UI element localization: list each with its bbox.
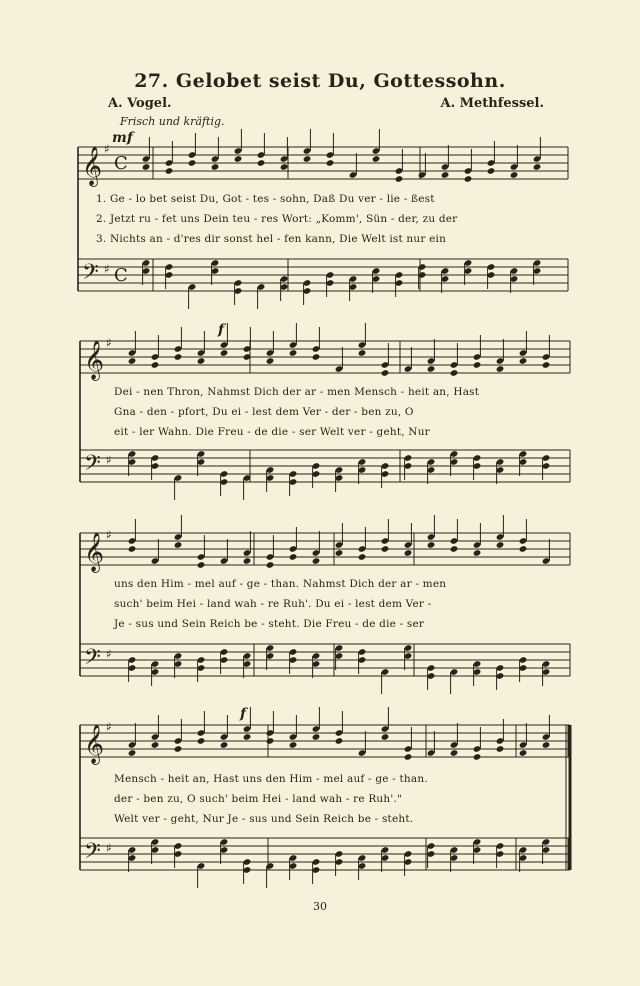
note-head xyxy=(519,545,528,553)
note-head xyxy=(496,365,505,373)
dynamic-mf: mf xyxy=(112,130,133,146)
note-head xyxy=(542,741,551,749)
bass-clef-icon: 𝄢 xyxy=(82,260,99,290)
note-head xyxy=(303,155,312,163)
lyric-s4-l1: Mensch - heit an, Hast uns den Him - mel auf - ge - than. xyxy=(114,773,428,785)
lyric-s4-l2: der - ben zu, O such' beim Hei - land wah - re Ruh'." xyxy=(114,793,403,805)
note-head xyxy=(312,557,321,565)
bass-clef-icon: 𝄢 xyxy=(84,839,101,869)
note-head xyxy=(128,545,137,553)
sharp-icon: ♯ xyxy=(104,262,110,276)
sharp-icon: ♯ xyxy=(104,142,110,156)
note-head xyxy=(427,365,436,373)
bass-clef-icon: 𝄢 xyxy=(84,451,101,481)
treble-clef-icon: 𝄞 xyxy=(84,340,105,380)
sharp-icon: ♯ xyxy=(106,841,112,855)
lyric-s3-l1: uns den Him - mel auf - ge - than. Nahmst Dich der ar - men xyxy=(114,578,447,590)
note-head xyxy=(473,361,482,369)
note-head xyxy=(381,545,390,553)
lyric-s1-l3: 3. Nichts an - d'res dir sonst hel - fen kann, Die Welt ist nur ein xyxy=(96,233,447,245)
dynamic-f-system-4: f xyxy=(240,706,247,722)
note-head xyxy=(197,737,206,745)
note-head xyxy=(266,737,275,745)
lyric-s3-l2: such' beim Hei - land wah - re Ruh'. Du ei - lest dem Ver - xyxy=(114,598,432,610)
note-head xyxy=(326,159,335,167)
note-head xyxy=(358,553,367,561)
note-head xyxy=(266,561,275,569)
note-head xyxy=(312,353,321,361)
note-head xyxy=(142,163,151,171)
note-head xyxy=(533,163,542,171)
note-head xyxy=(151,741,160,749)
lyric-s2-l2: Gna - den - pfort, Du ei - lest dem Ver - der - ben zu, O xyxy=(114,406,414,418)
note-head xyxy=(174,745,183,753)
note-head xyxy=(220,741,229,749)
note-head xyxy=(335,549,344,557)
note-head xyxy=(197,357,206,365)
note-head xyxy=(151,361,160,369)
note-head xyxy=(542,361,551,369)
note-head xyxy=(335,737,344,745)
note-head xyxy=(381,733,390,741)
lyric-s2-l1: Dei - nen Thron, Nahmst Dich der ar - men Mensch - heit an, Hast xyxy=(114,386,480,398)
note-head xyxy=(464,175,473,183)
sharp-icon: ♯ xyxy=(106,336,112,350)
common-time-icon: C xyxy=(114,153,128,174)
hymn-number: 27. xyxy=(134,70,169,92)
treble-clef-icon: 𝄞 xyxy=(84,532,105,572)
hymn-title-text: Gelobet seist Du, Gottessohn. xyxy=(175,70,506,92)
note-head xyxy=(473,753,482,761)
sharp-icon: ♯ xyxy=(106,453,112,467)
note-head xyxy=(450,369,459,377)
note-head xyxy=(243,557,252,565)
sharp-icon: ♯ xyxy=(106,647,112,661)
note-head xyxy=(211,163,220,171)
note-head xyxy=(234,155,243,163)
lyric-s1-l1: 1. Ge - lo bet seist Du, Got - tes - sohn, Daß Du ver - lie - ßest xyxy=(96,193,435,205)
note-head xyxy=(404,549,413,557)
note-head xyxy=(312,733,321,741)
note-head xyxy=(289,741,298,749)
page-number: 30 xyxy=(313,900,327,913)
lyric-s1-l2: 2. Jetzt ru - fet uns Dein teu - res Wort: „Komm', Sün - der, zu der xyxy=(96,213,458,225)
common-time-icon: C xyxy=(114,265,128,286)
dynamic-f-system-2: f xyxy=(218,322,225,338)
note-head xyxy=(128,357,137,365)
note-head xyxy=(289,553,298,561)
note-head xyxy=(174,353,183,361)
note-head xyxy=(496,745,505,753)
lyric-s2-l3: eit - ler Wahn. Die Freu - de die - ser Welt ver - geht, Nur xyxy=(114,426,430,438)
note-head xyxy=(487,167,496,175)
bass-clef-icon: 𝄢 xyxy=(84,645,101,675)
note-head xyxy=(519,749,528,757)
note-head xyxy=(266,357,275,365)
sharp-icon: ♯ xyxy=(106,528,112,542)
note-head xyxy=(519,357,528,365)
note-head xyxy=(427,541,436,549)
note-head xyxy=(358,349,367,357)
note-head xyxy=(372,155,381,163)
note-head xyxy=(496,541,505,549)
note-head xyxy=(188,159,197,167)
note-head xyxy=(128,749,137,757)
note-head xyxy=(404,753,413,761)
note-head xyxy=(441,171,450,179)
composer-right: A. Methfessel. xyxy=(440,96,544,111)
note-head xyxy=(197,561,206,569)
tempo-marking: Frisch und kräftig. xyxy=(120,115,225,128)
sharp-icon: ♯ xyxy=(106,720,112,734)
note-head xyxy=(220,349,229,357)
note-head xyxy=(289,349,298,357)
note-head xyxy=(395,175,404,183)
lyric-s3-l3: Je - sus und Sein Reich be - steht. Die Freu - de die - ser xyxy=(114,618,425,630)
note-head xyxy=(257,159,266,167)
note-head xyxy=(510,171,519,179)
note-head xyxy=(174,541,183,549)
lyric-s4-l3: Welt ver - geht, Nur Je - sus und Sein Reich be - steht. xyxy=(114,813,414,825)
note-head xyxy=(243,733,252,741)
note-head xyxy=(450,545,459,553)
note-head xyxy=(473,549,482,557)
treble-clef-icon: 𝄞 xyxy=(82,146,103,186)
note-head xyxy=(280,163,289,171)
note-head xyxy=(165,167,174,175)
note-head xyxy=(450,749,459,757)
composer-left: A. Vogel. xyxy=(108,96,172,111)
note-head xyxy=(381,369,390,377)
treble-clef-icon: 𝄞 xyxy=(84,724,105,764)
